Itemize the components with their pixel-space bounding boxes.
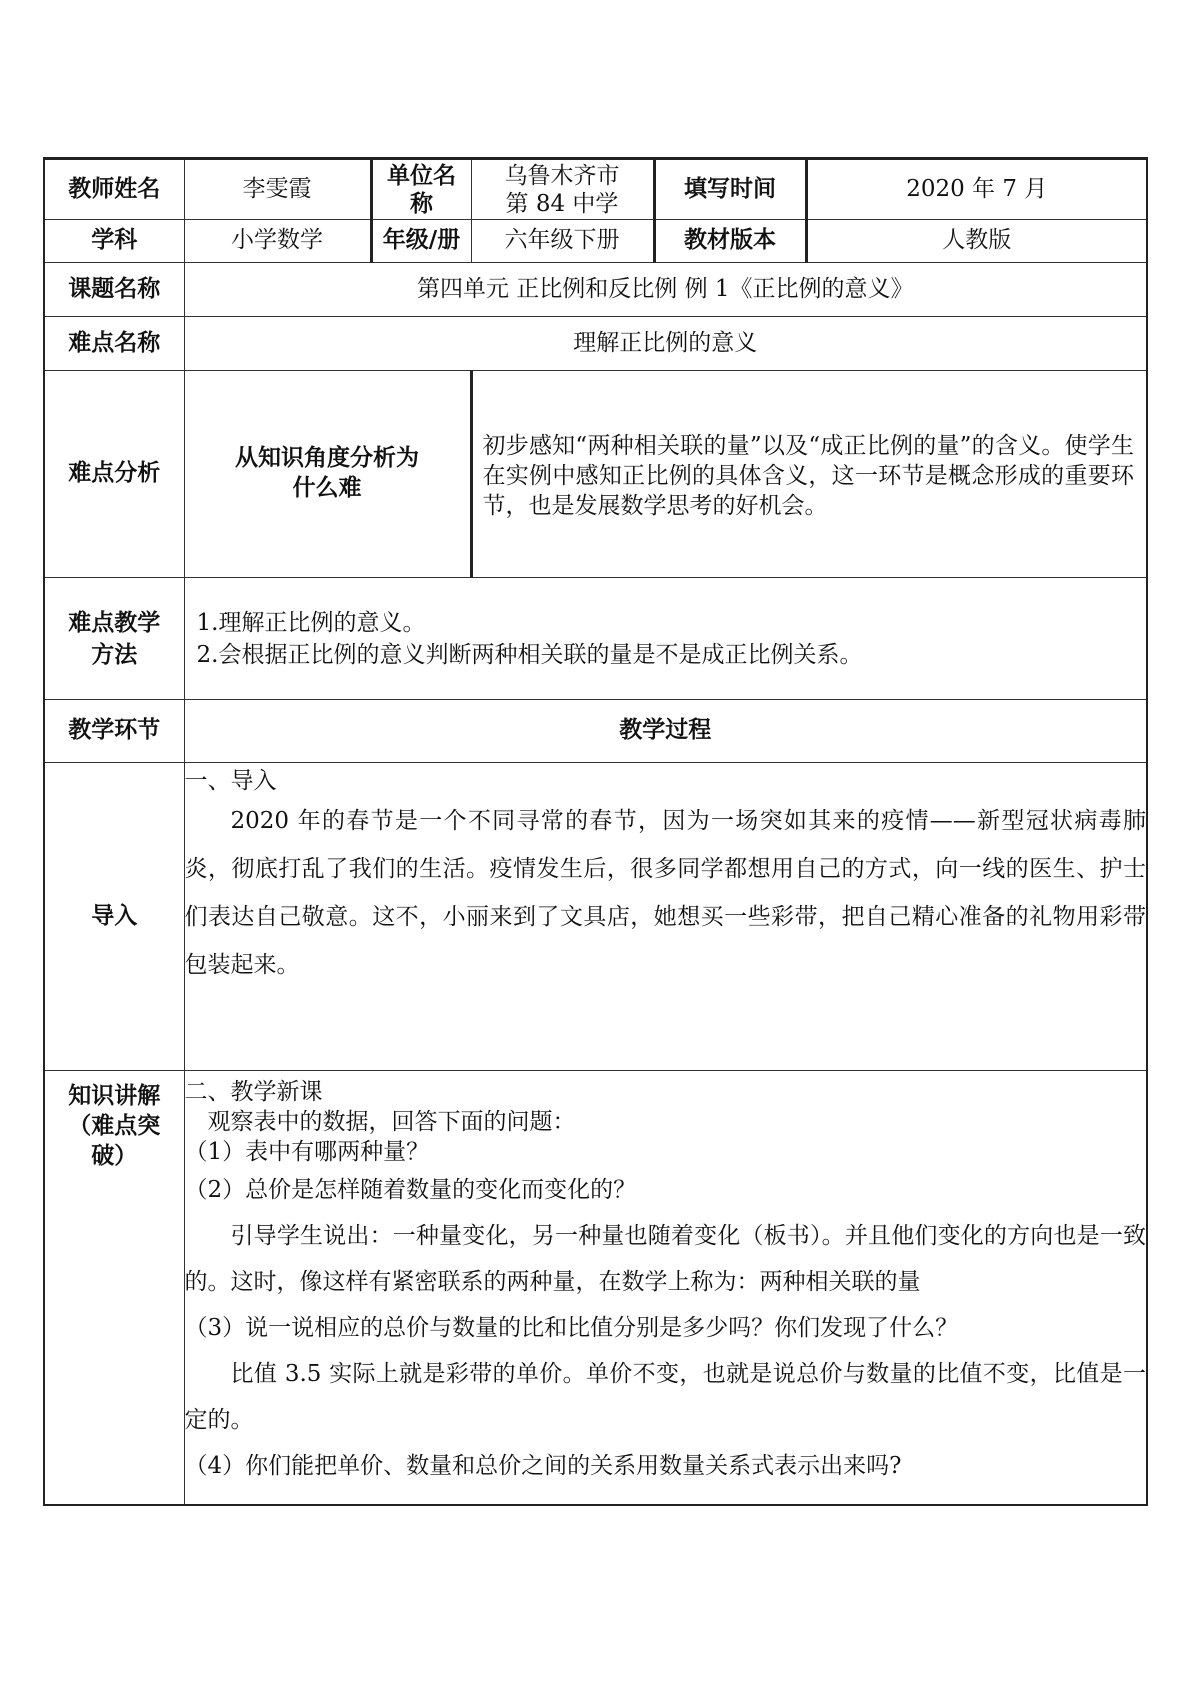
header-row-2: [44, 220, 1147, 263]
process-label: 教学过程: [184, 700, 1147, 763]
method-content: [184, 578, 1147, 700]
unit-name-value: [471, 159, 654, 220]
intro-text: 2020 年的春节是一个不同寻常的春节，因为一场突如其来的疫情——新型冠状病毒肺炎，彻底打乱了我们的生活。疫情发生后，很多同学都想用自己的方式，向一线的医生、护士们表达自己敬意。这不，小丽来到了文具店，她想买一些彩带，把自己精心准备的礼物用彩带包装起来。: [184, 808, 1146, 978]
unit-name-label: 单位名称: [371, 159, 471, 220]
method-label-text: 难点教学方法: [68, 609, 161, 668]
knowledge-row: [44, 1071, 1147, 1505]
analysis-text: 初步感知“两种相关联的量”以及“成正比例的量”的含义。使学生在实例中感知正比例的具体含义，这一环节是概念形成的重要环节，也是发展数学思考的好机会。: [482, 433, 1134, 519]
topic-value: 第四单元 正比例和反比例 例 1《正比例的意义》: [184, 263, 1147, 317]
process-stage-label: 教学环节: [44, 700, 184, 763]
method-line-1: 1.理解正比例的意义。: [196, 609, 426, 636]
subject-value: 小学数学: [184, 220, 371, 263]
analysis-sublabel: [184, 371, 471, 578]
analysis-text-cell: [471, 371, 1147, 578]
fill-date-value: 2020 年 7 月: [806, 159, 1147, 220]
analysis-sublabel-text: 从知识角度分析为什么难: [235, 445, 419, 501]
intro-heading: 一、导入: [184, 768, 277, 794]
analysis-row: [44, 371, 1147, 578]
knowledge-heading: 二、教学新课: [184, 1079, 323, 1105]
grade-label: 年级/册: [371, 220, 471, 263]
intro-content: [184, 763, 1147, 1071]
knowledge-label-line3: 破）: [91, 1143, 138, 1169]
teacher-name-label: 教师姓名: [44, 159, 184, 220]
knowledge-observe: 观察表中的数据，回答下面的问题：: [207, 1109, 576, 1135]
unit-name-line1: 乌鲁木齐市: [504, 162, 620, 189]
difficulty-row: [44, 317, 1147, 371]
teacher-name-value: 李雯霞: [184, 159, 371, 220]
process-header-row: [44, 700, 1147, 763]
edition-value: 人教版: [806, 220, 1147, 263]
knowledge-q3: （3）说一说相应的总价与数量的比和比值分别是多少吗？你们发现了什么？: [184, 1315, 959, 1341]
method-row: [44, 578, 1147, 700]
knowledge-content: [184, 1071, 1147, 1505]
knowledge-label-line2: （难点突: [68, 1113, 161, 1139]
unit-name-line2: 第 84 中学: [505, 190, 619, 217]
edition-label: 教材版本: [654, 220, 806, 263]
topic-row: [44, 263, 1147, 317]
difficulty-label: 难点名称: [44, 317, 184, 371]
analysis-label: 难点分析: [44, 371, 184, 578]
intro-row: [44, 763, 1147, 1071]
method-line-2: 2.会根据正比例的意义判断两种相关联的量是不是成正比例关系。: [196, 641, 863, 668]
intro-label: 导入: [44, 763, 184, 1071]
method-label: [44, 578, 184, 700]
knowledge-label-line1: 知识讲解: [68, 1083, 161, 1109]
knowledge-ratio-text: 比值 3.5 实际上就是彩带的单价。单价不变，也就是说总价与数量的比值不变，比值是一定的。: [184, 1361, 1146, 1433]
knowledge-guide: 引导学生说出：一种量变化，另一种量也随着变化（板书）。并且他们变化的方向也是一致的。这时，像这样有紧密联系的两种量，在数学上称为：两种相关联的量: [184, 1223, 1146, 1295]
knowledge-q4: （4）你们能把单价、数量和总价之间的关系用数量关系式表示出来吗?: [184, 1453, 902, 1479]
difficulty-value: 理解正比例的意义: [184, 317, 1147, 371]
lesson-plan-table: [43, 157, 1148, 1506]
knowledge-q1: （1）表中有哪两种量？: [184, 1139, 430, 1165]
subject-label: 学科: [44, 220, 184, 263]
header-row-1: [44, 159, 1147, 220]
grade-value: 六年级下册: [471, 220, 654, 263]
fill-date-label: 填写时间: [654, 159, 806, 220]
knowledge-label: [44, 1071, 184, 1505]
knowledge-q2: （2）总价是怎样随着数量的变化而变化的？: [184, 1177, 637, 1203]
topic-label: 课题名称: [44, 263, 184, 317]
